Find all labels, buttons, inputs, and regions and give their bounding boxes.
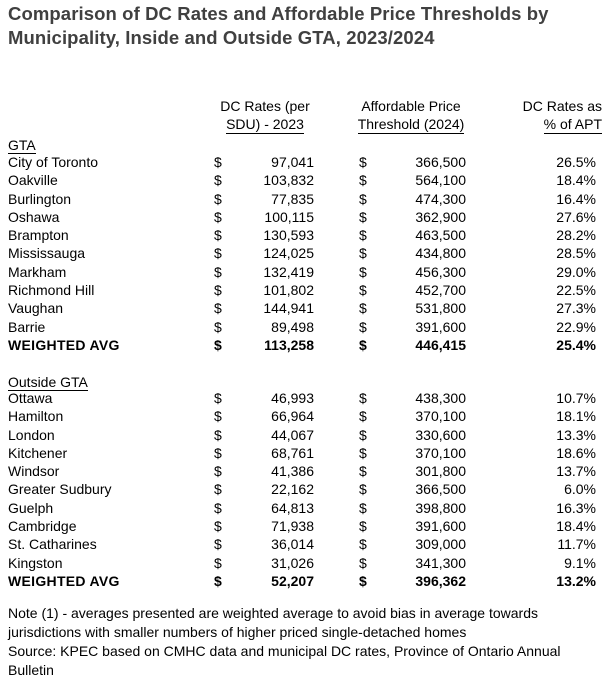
dc-currency-symbol: $ [214, 300, 222, 317]
table-row [0, 407, 604, 425]
municipality-name: Brampton [8, 227, 69, 244]
apt-value: 456,300 [415, 263, 466, 280]
dc-rate-value: 77,835 [271, 190, 314, 207]
dc-pct-of-apt: 25.4% [556, 336, 596, 353]
dc-currency-symbol: $ [214, 263, 222, 280]
municipality-name: Burlington [8, 190, 72, 207]
table-row [0, 389, 604, 407]
municipality-name: Ottawa [8, 390, 53, 406]
table-row [0, 535, 604, 553]
section-gta-label: GTA [8, 137, 36, 153]
dc-currency-symbol: $ [214, 408, 222, 425]
apt-currency-symbol: $ [359, 227, 367, 244]
municipality-name: WEIGHTED AVG [8, 572, 120, 589]
apt-value: 330,600 [415, 426, 466, 443]
header-pct [490, 97, 602, 134]
apt-value: 370,100 [415, 408, 466, 425]
table-row [0, 281, 604, 299]
table-row [0, 208, 604, 226]
weighted-avg-row [0, 572, 604, 590]
dc-currency-symbol: $ [214, 282, 222, 299]
notes [8, 604, 598, 680]
apt-value: 531,800 [415, 300, 466, 317]
dc-currency-symbol: $ [214, 190, 222, 207]
dc-pct-of-apt: 18.4% [556, 518, 596, 535]
dc-currency-symbol: $ [214, 554, 222, 571]
dc-currency-symbol: $ [214, 390, 222, 406]
municipality-name: Mississauga [8, 245, 86, 262]
apt-currency-symbol: $ [359, 444, 367, 461]
dc-currency-symbol: $ [214, 172, 222, 189]
apt-value: 366,500 [415, 481, 466, 498]
dc-currency-symbol: $ [214, 208, 222, 225]
dc-rate-value: 103,832 [263, 172, 314, 189]
apt-currency-symbol: $ [359, 390, 367, 406]
municipality-name: Greater Sudbury [8, 481, 112, 498]
dc-pct-of-apt: 18.4% [556, 172, 596, 189]
dc-pct-of-apt: 16.3% [556, 499, 596, 516]
header-pct-line2: % of APT [543, 116, 602, 132]
dc-rate-value: 66,964 [271, 408, 314, 425]
dc-pct-of-apt: 18.1% [556, 408, 596, 425]
dc-rate-value: 130,593 [263, 227, 314, 244]
header-pct-line1: DC Rates as [522, 98, 602, 114]
section-gta [8, 136, 36, 154]
apt-currency-symbol: $ [359, 190, 367, 207]
apt-value: 301,800 [415, 463, 466, 480]
apt-currency-symbol: $ [359, 336, 367, 353]
apt-currency-symbol: $ [359, 499, 367, 516]
dc-rate-value: 144,941 [263, 300, 314, 317]
dc-currency-symbol: $ [214, 572, 222, 589]
apt-value: 463,500 [415, 227, 466, 244]
weighted-avg-row [0, 336, 604, 354]
apt-value: 309,000 [415, 536, 466, 553]
dc-rate-value: 113,258 [264, 336, 314, 353]
dc-currency-symbol: $ [214, 463, 222, 480]
apt-currency-symbol: $ [359, 554, 367, 571]
dc-pct-of-apt: 13.2% [556, 572, 596, 589]
apt-value: 446,415 [415, 336, 466, 353]
dc-pct-of-apt: 26.5% [556, 154, 596, 170]
table-row [0, 244, 604, 262]
dc-rate-value: 124,025 [263, 245, 314, 262]
apt-currency-symbol: $ [359, 300, 367, 317]
apt-value: 396,362 [415, 572, 466, 589]
table-row [0, 426, 604, 444]
dc-pct-of-apt: 22.9% [556, 318, 596, 335]
dc-pct-of-apt: 11.7% [557, 536, 596, 553]
dc-currency-symbol: $ [214, 227, 222, 244]
dc-pct-of-apt: 13.3% [556, 426, 596, 443]
table-row [0, 171, 604, 189]
apt-currency-symbol: $ [359, 536, 367, 553]
table-row [0, 318, 604, 336]
municipality-name: London [8, 426, 55, 443]
municipality-name: Cambridge [8, 518, 77, 535]
apt-currency-symbol: $ [359, 572, 367, 589]
apt-value: 452,700 [415, 282, 466, 299]
apt-currency-symbol: $ [359, 172, 367, 189]
header-dc-rates [210, 97, 320, 134]
dc-rate-value: 68,761 [271, 444, 314, 461]
dc-currency-symbol: $ [214, 536, 222, 553]
apt-currency-symbol: $ [359, 245, 367, 262]
table-title: Comparison of DC Rates and Affordable Price Thresholds by Municipality, Inside and Outside GTA, 2023/2024 [8, 3, 549, 48]
dc-rate-value: 31,026 [271, 554, 314, 571]
table-row [0, 480, 604, 498]
dc-rate-value: 52,207 [271, 572, 314, 589]
dc-currency-symbol: $ [214, 426, 222, 443]
table-row [0, 263, 604, 281]
dc-rate-value: 132,419 [263, 263, 314, 280]
apt-value: 362,900 [415, 208, 466, 225]
dc-rate-value: 44,067 [271, 426, 314, 443]
apt-currency-symbol: $ [359, 208, 367, 225]
dc-pct-of-apt: 28.5% [556, 245, 596, 262]
table-row [0, 444, 604, 462]
dc-currency-symbol: $ [214, 154, 222, 170]
header-dc-rates-line1: DC Rates (per [220, 98, 310, 114]
table-row [0, 554, 604, 572]
dc-rate-value: 97,041 [271, 154, 314, 170]
apt-currency-symbol: $ [359, 518, 367, 535]
dc-currency-symbol: $ [214, 336, 222, 353]
note-weighted-average: Note (1) - averages presented are weighted average to avoid bias in average towards jurisdictions with smaller numbers of higher priced single-detached homes [8, 605, 538, 640]
apt-value: 438,300 [415, 390, 466, 406]
municipality-name: Kingston [8, 554, 63, 571]
apt-currency-symbol: $ [359, 154, 367, 170]
municipality-name: WEIGHTED AVG [8, 336, 120, 353]
dc-pct-of-apt: 9.1% [564, 554, 596, 571]
table-row [0, 517, 604, 535]
table-row [0, 153, 604, 171]
dc-currency-symbol: $ [214, 499, 222, 516]
table-row [0, 299, 604, 317]
apt-value: 474,300 [415, 190, 466, 207]
apt-value: 398,800 [415, 499, 466, 516]
municipality-name: Kitchener [8, 444, 68, 461]
apt-value: 341,300 [415, 554, 466, 571]
dc-pct-of-apt: 22.5% [556, 282, 596, 299]
apt-currency-symbol: $ [359, 463, 367, 480]
dc-pct-of-apt: 10.7% [556, 390, 596, 406]
apt-value: 366,500 [415, 154, 466, 170]
municipality-name: Vaughan [8, 300, 64, 317]
dc-currency-symbol: $ [214, 318, 222, 335]
dc-rate-value: 41,386 [271, 463, 314, 480]
dc-pct-of-apt: 6.0% [564, 481, 596, 498]
header-apt-line2: Threshold (2024) [357, 116, 465, 132]
municipality-name: Windsor [8, 463, 60, 480]
apt-value: 564,100 [415, 172, 466, 189]
header-dc-rates-line2: SDU) - 2023 [226, 116, 304, 132]
apt-value: 391,600 [415, 518, 466, 535]
dc-pct-of-apt: 29.0% [556, 263, 596, 280]
dc-pct-of-apt: 18.6% [556, 444, 596, 461]
dc-pct-of-apt: 13.7% [556, 463, 596, 480]
dc-rate-value: 89,498 [271, 318, 314, 335]
dc-rate-value: 71,938 [271, 518, 314, 535]
dc-rate-value: 46,993 [271, 390, 314, 406]
note-source: Source: KPEC based on CMHC data and municipal DC rates, Province of Ontario Annual Bulletin [8, 643, 561, 678]
municipality-name: Oshawa [8, 208, 60, 225]
dc-rate-value: 101,802 [263, 282, 314, 299]
dc-rate-value: 22,162 [271, 481, 314, 498]
outside-gta-rows [0, 389, 604, 590]
apt-currency-symbol: $ [359, 426, 367, 443]
apt-currency-symbol: $ [359, 318, 367, 335]
dc-pct-of-apt: 28.2% [556, 227, 596, 244]
apt-value: 391,600 [415, 318, 466, 335]
apt-currency-symbol: $ [359, 263, 367, 280]
apt-currency-symbol: $ [359, 481, 367, 498]
apt-value: 370,100 [415, 444, 466, 461]
dc-currency-symbol: $ [214, 444, 222, 461]
header-apt [346, 97, 476, 134]
dc-rate-value: 64,813 [271, 499, 314, 516]
dc-pct-of-apt: 27.3% [556, 300, 596, 317]
dc-pct-of-apt: 16.4% [556, 190, 596, 207]
header-apt-line1: Affordable Price [361, 98, 461, 114]
municipality-name: St. Catharines [8, 536, 97, 553]
table-row [0, 462, 604, 480]
table-row [0, 226, 604, 244]
table-row [0, 190, 604, 208]
apt-currency-symbol: $ [359, 408, 367, 425]
section-outside-gta-label: Outside GTA [8, 374, 88, 390]
dc-currency-symbol: $ [214, 518, 222, 535]
dc-pct-of-apt: 27.6% [556, 208, 596, 225]
gta-rows [0, 153, 604, 354]
municipality-name: Guelph [8, 499, 54, 516]
municipality-name: Markham [8, 263, 67, 280]
dc-rate-value: 100,115 [264, 208, 314, 225]
municipality-name: Hamilton [8, 408, 64, 425]
table-row [0, 499, 604, 517]
dc-currency-symbol: $ [214, 245, 222, 262]
municipality-name: Barrie [8, 318, 46, 335]
municipality-name: City of Toronto [8, 154, 99, 170]
municipality-name: Richmond Hill [8, 282, 95, 299]
municipality-name: Oakville [8, 172, 58, 189]
dc-rate-value: 36,014 [271, 536, 314, 553]
apt-value: 434,800 [415, 245, 466, 262]
apt-currency-symbol: $ [359, 282, 367, 299]
dc-currency-symbol: $ [214, 481, 222, 498]
